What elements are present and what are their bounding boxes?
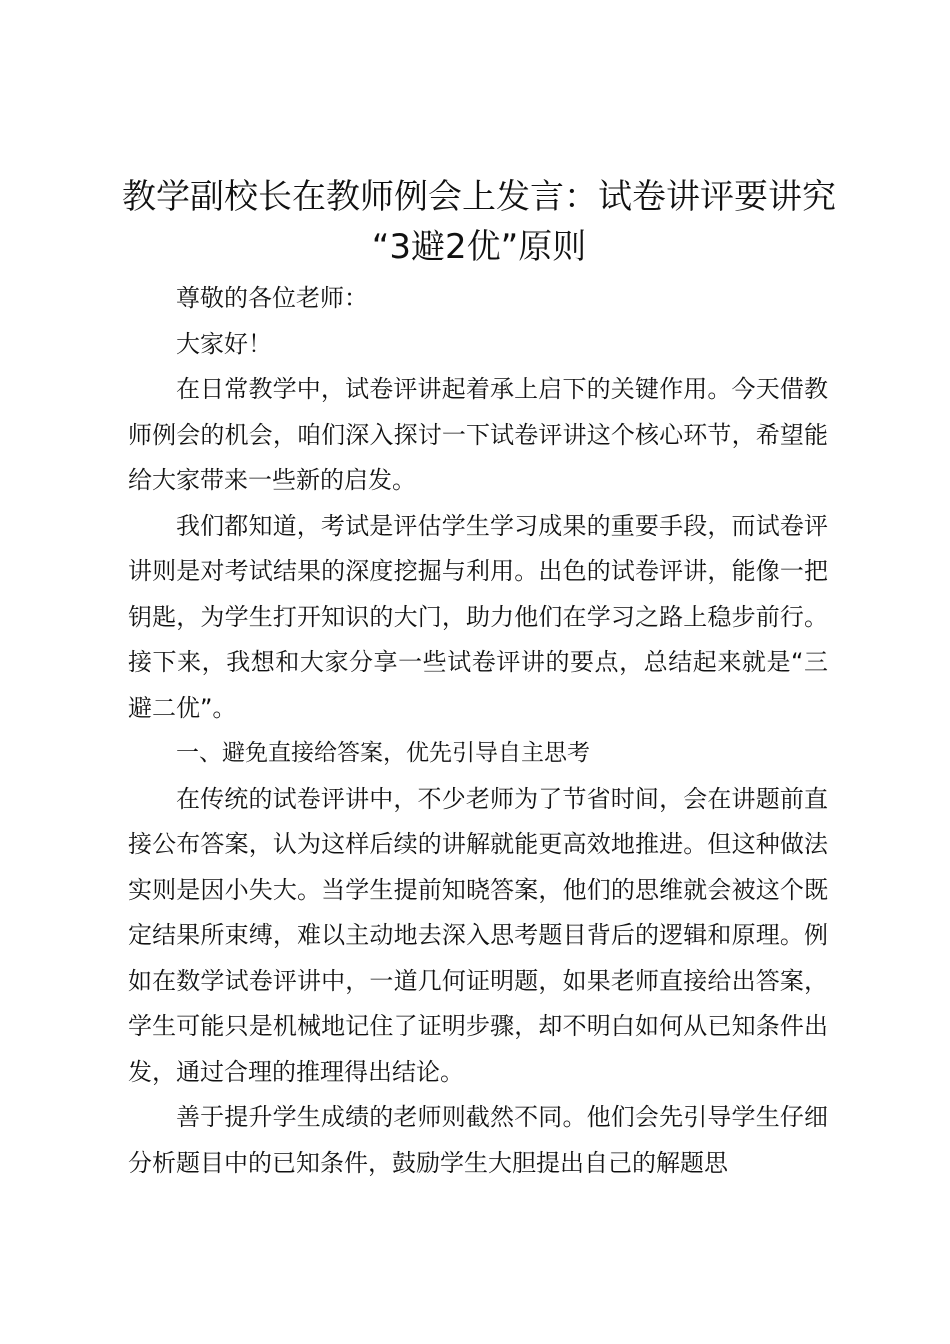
greeting: 大家好！ <box>176 329 272 358</box>
document-body <box>128 276 828 1186</box>
section-heading: 一、避免直接给答案，优先引导自主思考 <box>176 740 590 766</box>
document-title: 教学副校长在教师例会上发言：试卷讲评要讲究 “3避2优”原则 <box>122 177 836 267</box>
salutation: 尊敬的各位老师： <box>176 284 368 312</box>
body-paragraph: 我们都知道，考试是评估学生学习成果的重要手段，而试卷评讲则是对考试结果的深度挖掘与利用。出色的试卷评讲，能像一把钥匙，为学生打开知识的大门，助力他们在学习之路上稳步前行。接下来，我想和大家分享一些试卷评讲的要点，总结起来就是“三避二优”。 <box>128 511 828 722</box>
body-paragraph: 在传统的试卷评讲中，不少老师为了节省时间，会在讲题前直接公布答案，认为这样后续的讲解就能更高效地推进。但这种做法实则是因小失大。当学生提前知晓答案，他们的思维就会被这个既定结果所束缚，难以主动地去深入思考题目背后的逻辑和原理。例如在数学试卷评讲中，一道几何证明题，如果老师直接给出答案，学生可能只是机械地记住了证明步骤，却不明白如何从已知条件出发，通过合理的推理得出结论。 <box>128 784 828 1086</box>
body-paragraph: 善于提升学生成绩的老师则截然不同。他们会先引导学生仔细分析题目中的已知条件，鼓励学生大胆提出自己的解题思 <box>128 1103 828 1177</box>
body-paragraph: 在日常教学中，试卷评讲起着承上启下的关键作用。今天借教师例会的机会，咱们深入探讨一下试卷评讲这个核心环节，希望能给大家带来一些新的启发。 <box>128 375 828 494</box>
